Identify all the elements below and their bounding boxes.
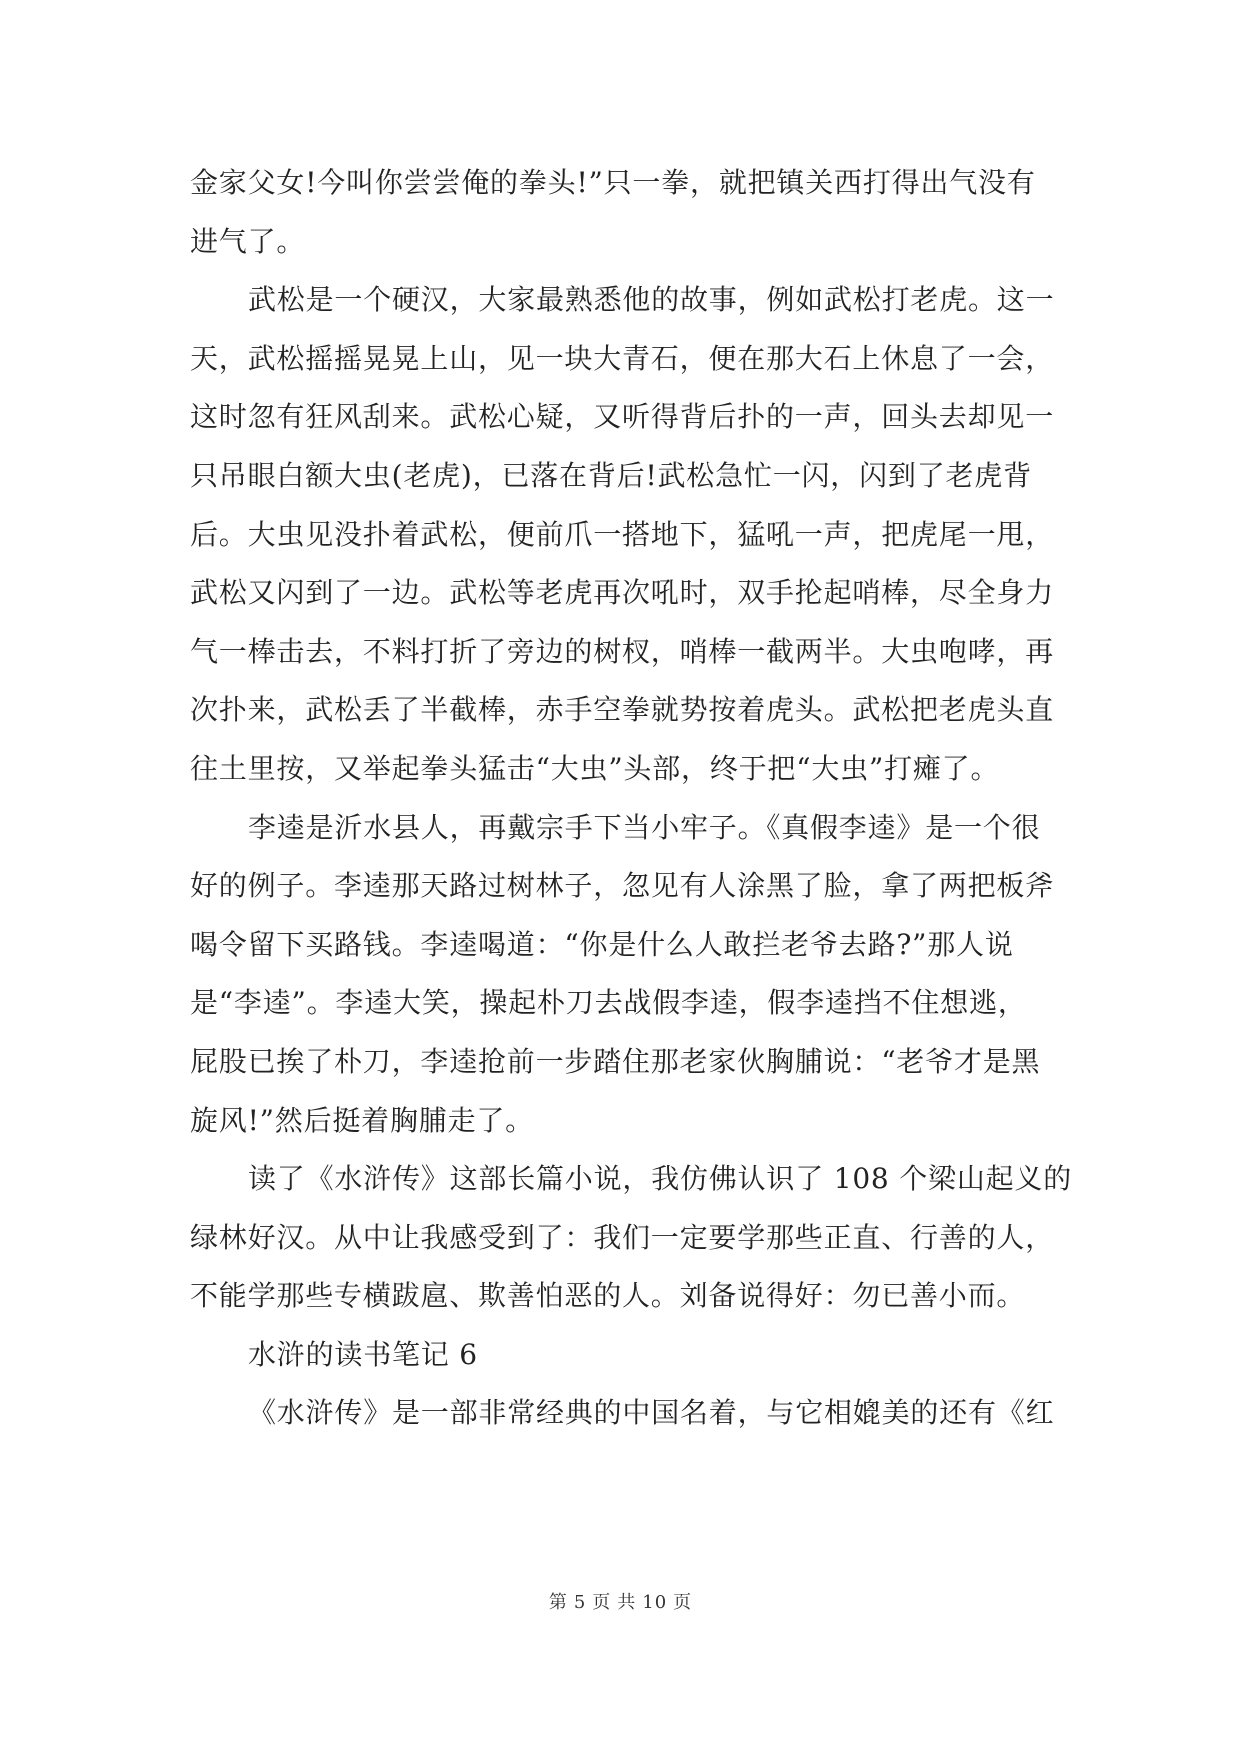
text-line: 绿林好汉。从中让我感受到了：我们一定要学那些正直、行善的人， [190, 1220, 1055, 1254]
text-line: 金家父女!今叫你尝尝俺的拳头!”只一拳，就把镇关西打得出气没有 [190, 166, 1036, 199]
text-line: 喝令留下买路钱。李逵喝道：“你是什么人敢拦老爷去路?”那人说 [190, 927, 1014, 961]
footer-page-word: 页 [592, 1592, 612, 1613]
text-line: 往土里按，又举起拳头猛击“大虫”头部，终于把“大虫”打瘫了。 [190, 751, 1000, 785]
text-line: 气一棒击去，不料打折了旁边的树杈，哨棒一截两半。大虫咆哮，再 [190, 634, 1055, 668]
text-line: 屁股已挨了朴刀，李逵抢前一步踏住那老家伙胸脯说：“老爷才是黑 [190, 1044, 1041, 1078]
text-line: 武松又闪到了一边。武松等老虎再次吼时，双手抡起哨棒，尽全身力 [190, 576, 1055, 610]
text-line: 李逵是沂水县人，再戴宗手下当小牢子。《真假李逵》是一个很 [248, 810, 1041, 844]
text-line: 只吊眼白额大虫(老虎)，已落在背后!武松急忙一闪，闪到了老虎背 [190, 458, 1032, 492]
text-line: 次扑来，武松丢了半截棒，赤手空拳就势按着虎头。武松把老虎头直 [190, 693, 1055, 727]
text-line: 《水浒传》是一部非常经典的中国名着，与它相媲美的还有《红 [248, 1396, 1055, 1430]
text-line: 不能学那些专横跋扈、欺善怕恶的人。刘备说得好：勿已善小而。 [190, 1279, 1026, 1313]
current-page-number: 5 [573, 1592, 587, 1613]
page-footer [0, 1588, 1241, 1614]
section-heading: 水浒的读书笔记 6 [248, 1337, 478, 1371]
footer-suffix: 页 [673, 1592, 693, 1613]
text-line: 这时忽有狂风刮来。武松心疑，又听得背后扑的一声，回头去却见一 [190, 400, 1055, 434]
text-line: 后。大虫见没扑着武松，便前爪一搭地下，猛吼一声，把虎尾一甩， [190, 517, 1055, 551]
text-line: 读了《水浒传》这部长篇小说，我仿佛认识了 108 个梁山起义的 [248, 1162, 1073, 1196]
footer-total-word: 共 [617, 1592, 637, 1613]
total-page-count: 10 [642, 1592, 668, 1613]
text-line: 进气了。 [190, 224, 306, 258]
text-line: 武松是一个硬汉，大家最熟悉他的故事，例如武松打老虎。这一 [248, 283, 1055, 317]
footer-prefix: 第 [548, 1592, 568, 1613]
text-line: 好的例子。李逵那天路过树林子，忽见有人涂黑了脸，拿了两把板斧 [190, 869, 1055, 903]
text-line: 天，武松摇摇晃晃上山，见一块大青石，便在那大石上休息了一会， [190, 341, 1055, 375]
body-text [190, 154, 1073, 1443]
text-line: 是“李逵”。李逵大笑，操起朴刀去战假李逵，假李逵挡不住想逃， [190, 986, 1027, 1020]
text-line: 旋风!”然后挺着胸脯走了。 [190, 1103, 534, 1137]
